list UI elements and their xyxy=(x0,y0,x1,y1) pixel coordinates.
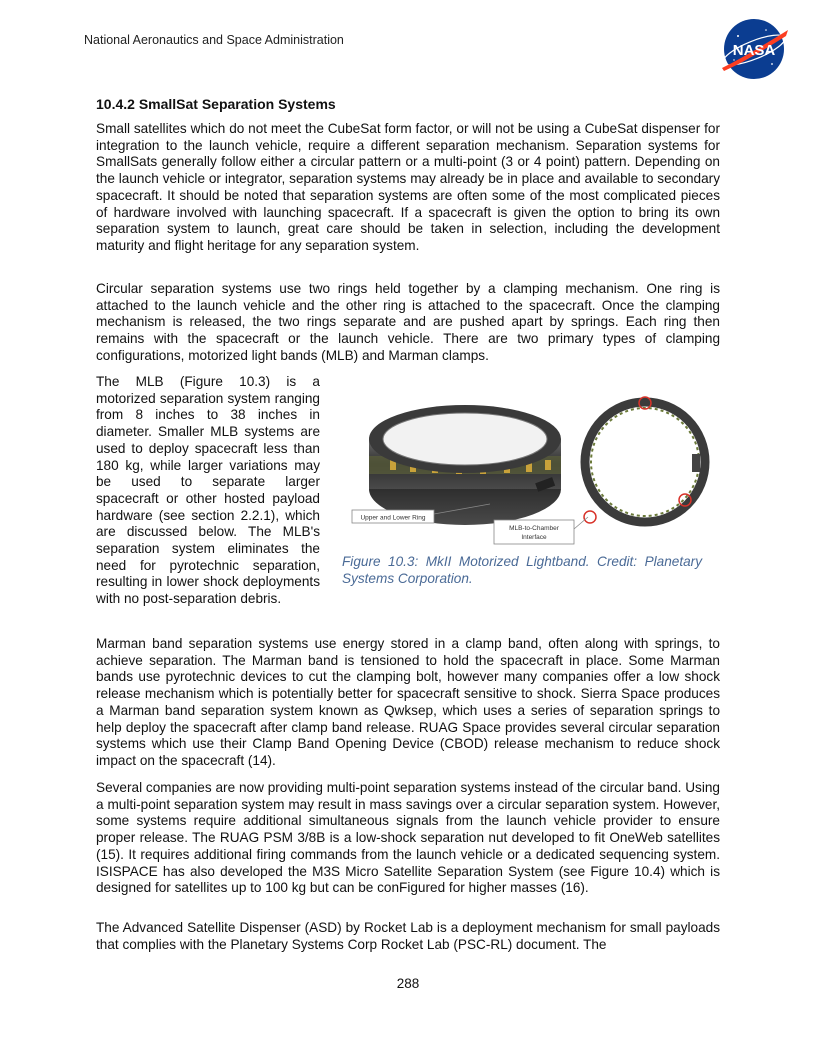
label-mlb-chamber-line1: MLB-to-Chamber xyxy=(509,525,559,532)
stacked-ring-image xyxy=(369,405,561,525)
single-ring-image xyxy=(584,397,705,523)
page-number: 288 xyxy=(396,976,420,991)
paragraph-intro: Small satellites which do not meet the CubeSat form factor, or will not be using a CubeSat dispenser for integration to the launch vehicle, require a different separation mechanism. Separation systems for SmallSats generally follow either a circular pattern or a multi-point (3 or 4 point) pattern. Depending on the launch vehicle or integrator, separation systems may already be in place and available to secondary spacecraft. It should be noted that separation systems are often some of the most complicated pieces of hardware involved with launching spacecraft. If a spacecraft is given the option to bring its own separation system to launch, great care should be taken in selection, including the development maturity and flight heritage for any separation system. xyxy=(96,121,720,253)
paragraph-circular: Circular separation systems use two rings held together by a clamping mechanism. One ring is attached to the launch vehicle and the other ring is attached to the spacecraft. Once the clamping mechanism is released, the two rings separate and are pushed apart by springs. Each ring then remains with the spacecraft or the launch vehicle. There are two primary types of clamping configurations, motorized light bands (MLB) and Marman clamps. xyxy=(96,281,720,363)
paragraph-mlb: The MLB (Figure 10.3) is a motorized separation system ranging from 8 inches to 38 inches in diameter. Smaller MLB systems are used to deploy spacecraft less than 180 kg, while larger variations may be used to separate larger spacecraft or other hosted payload hardware (see section 2.2.1), which are discussed below. The MLB's separation system eliminates the need for pyrotechnic separation, resulting in lower shock deployments with no post-separation debris. xyxy=(96,374,320,607)
paragraph-asd: The Advanced Satellite Dispenser (ASD) by Rocket Lab is a deployment mechanism for small payloads that complies with the Planetary Systems Corp Rocket Lab (PSC-RL) document. The xyxy=(96,920,720,952)
figure-caption: Figure 10.3: MkII Motorized Lightband. Credit: Planetary Systems Corporation. xyxy=(342,554,702,586)
lightband-figure xyxy=(340,384,720,554)
label-upper-lower-ring: Upper and Lower Ring xyxy=(360,514,426,522)
nasa-logo-icon xyxy=(716,16,792,82)
agency-header: National Aeronautics and Space Administration xyxy=(84,33,344,47)
paragraph-marman: Marman band separation systems use energy stored in a clamp band, often along with springs, to achieve separation. The Marman band is tensioned to hold the spacecraft in place. Some Marman bands use pyrotechnic devices to cut the clamping bolt, however many companies offer a low shock release mechanism which is potentially better for spacecraft sensitive to shock. Sierra Space produces a Marman band separation system known as Qwksep, which uses a series of separation springs to help deploy the spacecraft after clamp band release. RUAG Space provides several circular separation systems which use their Clamp Band Opening Device (CBOD) release mechanism to reduce shock impact on the spacecraft (14). xyxy=(96,636,720,768)
nasa-logo-text: NASA xyxy=(732,42,776,59)
section-title: 10.4.2 SmallSat Separation Systems xyxy=(96,96,336,112)
label-mlb-chamber-line2: Interface xyxy=(521,534,547,541)
paragraph-multipoint: Several companies are now providing multi-point separation systems instead of the circular band. Using a multi-point separation system may result in mass savings over a circular separation system. However, some systems require additional simultaneous signals from the launch vehicle provider to ensure proper release. The RUAG PSM 3/8B is a low-shock separation nut developed to fit OneWeb satellites (15). It requires additional firing commands from the launch vehicle or a dedicated sequencing system. ISISPACE has also developed the M3S Micro Satellite Separation System (see Figure 10.4) which is designed for satellites up to 100 kg but can be conFigured for higher masses (16). xyxy=(96,780,720,896)
